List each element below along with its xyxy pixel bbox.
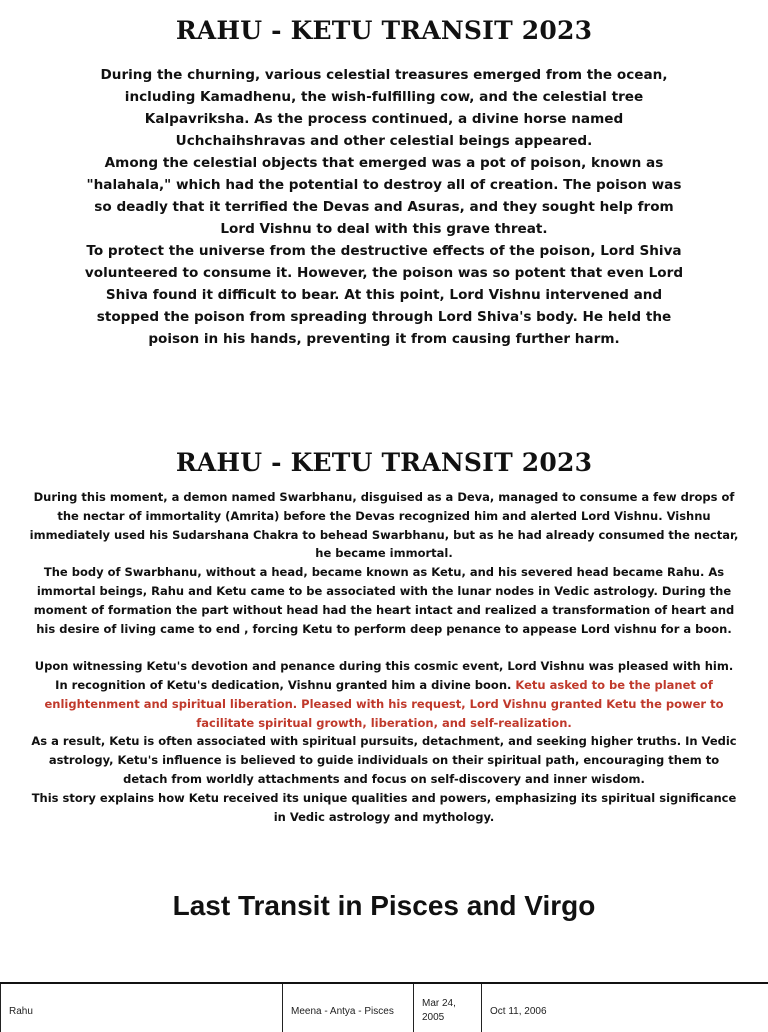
paragraph: Among the celestial objects that emerged was a pot of poison, known as "halahala," which had the potential to destroy all of creation. The poison was so deadly that it terrified the Devas and Asuras, and they sought help from Lord Vishnu to deal with this grave threat. (86, 155, 682, 237)
paragraph: During this moment, a demon named Swarbhanu, disguised as a Deva, managed to consume a few drops of the nectar of immortality (Amrita) before the Devas recognized him and alerted Lord Vishnu. Vishnu immediately used his Sudarshana Chakra to behead Swarbhanu, but as he had already consumed the nectar, he became immortal. (29, 490, 739, 561)
table-cell-start (414, 984, 482, 1032)
cell-text: Rahu (9, 1006, 33, 1017)
table-cell-planet (0, 984, 283, 1032)
transit-table (0, 982, 768, 1030)
boon-text: Upon witnessing Ketu's devotion and penance during this cosmic event, Lord Vishnu was pleased with him. In recognition of Ketu's dedication, Vishnu granted him a divine boon. (34, 659, 734, 692)
cell-text: Oct 11, 2006 (490, 1006, 547, 1017)
paragraph: To protect the universe from the destructive effects of the poison, Lord Shiva volunteered to consume it. However, the poison was so potent that even Lord Shiva found it difficult to bear. At this point, Lord Vishnu intervened and stopped the poison from spreading through Lord Shiva's body. He held the poison in his hands, preventing it from causing further harm. (84, 243, 684, 347)
churning-story (80, 64, 688, 350)
table-cell-sign (283, 984, 414, 1032)
section-heading: RAHU - KETU TRANSIT 2023 (175, 448, 593, 477)
boon-paragraph (28, 657, 740, 732)
paragraph: The body of Swarbhanu, without a head, became known as Ketu, and his severed head became Rahu. As immortal beings, Rahu and Ketu came to be associated with the lunar nodes in Vedic astrology. During the moment of formation the part without head had the heart intact and realized a transformation of heart and his desire of living came to end , forcing Ketu to perform deep penance to appease Lord vishnu for a boon. (33, 565, 735, 636)
section-heading: RAHU - KETU TRANSIT 2023 (175, 16, 593, 45)
paragraph: As a result, Ketu is often associated with spiritual pursuits, detachment, and seeking higher truths. In Vedic astrology, Ketu's influence is believed to guide individuals on their spiritual path, encouraging them to detach from worldly attachments and focus on self-discovery and inner wisdom. (31, 734, 737, 786)
transit-heading: Last Transit in Pisces and Virgo (172, 890, 596, 921)
ketu-story (28, 488, 740, 826)
paragraph-spacer (28, 638, 740, 657)
table-cell-end (482, 984, 768, 1032)
highlighted-text: Ketu asked to be the planet of enlightenment and spiritual liberation. Pleased with his request, Lord Vishnu granted Ketu the power to facilitate spiritual growth, liberation, and self-realization. (44, 677, 724, 730)
paragraph: During the churning, various celestial treasures emerged from the ocean, including Kamadhenu, the wish-fulfilling cow, and the celestial tree Kalpavriksha. As the process continued, a divine horse named Uchchaihshravas and other celestial beings appeared. (100, 67, 668, 149)
cell-text: Mar 24, 2005 (422, 998, 456, 1023)
paragraph: This story explains how Ketu received its unique qualities and powers, emphasizing its spiritual significance in Vedic astrology and mythology. (31, 790, 737, 824)
cell-text: Meena - Antya - Pisces (291, 1006, 394, 1017)
